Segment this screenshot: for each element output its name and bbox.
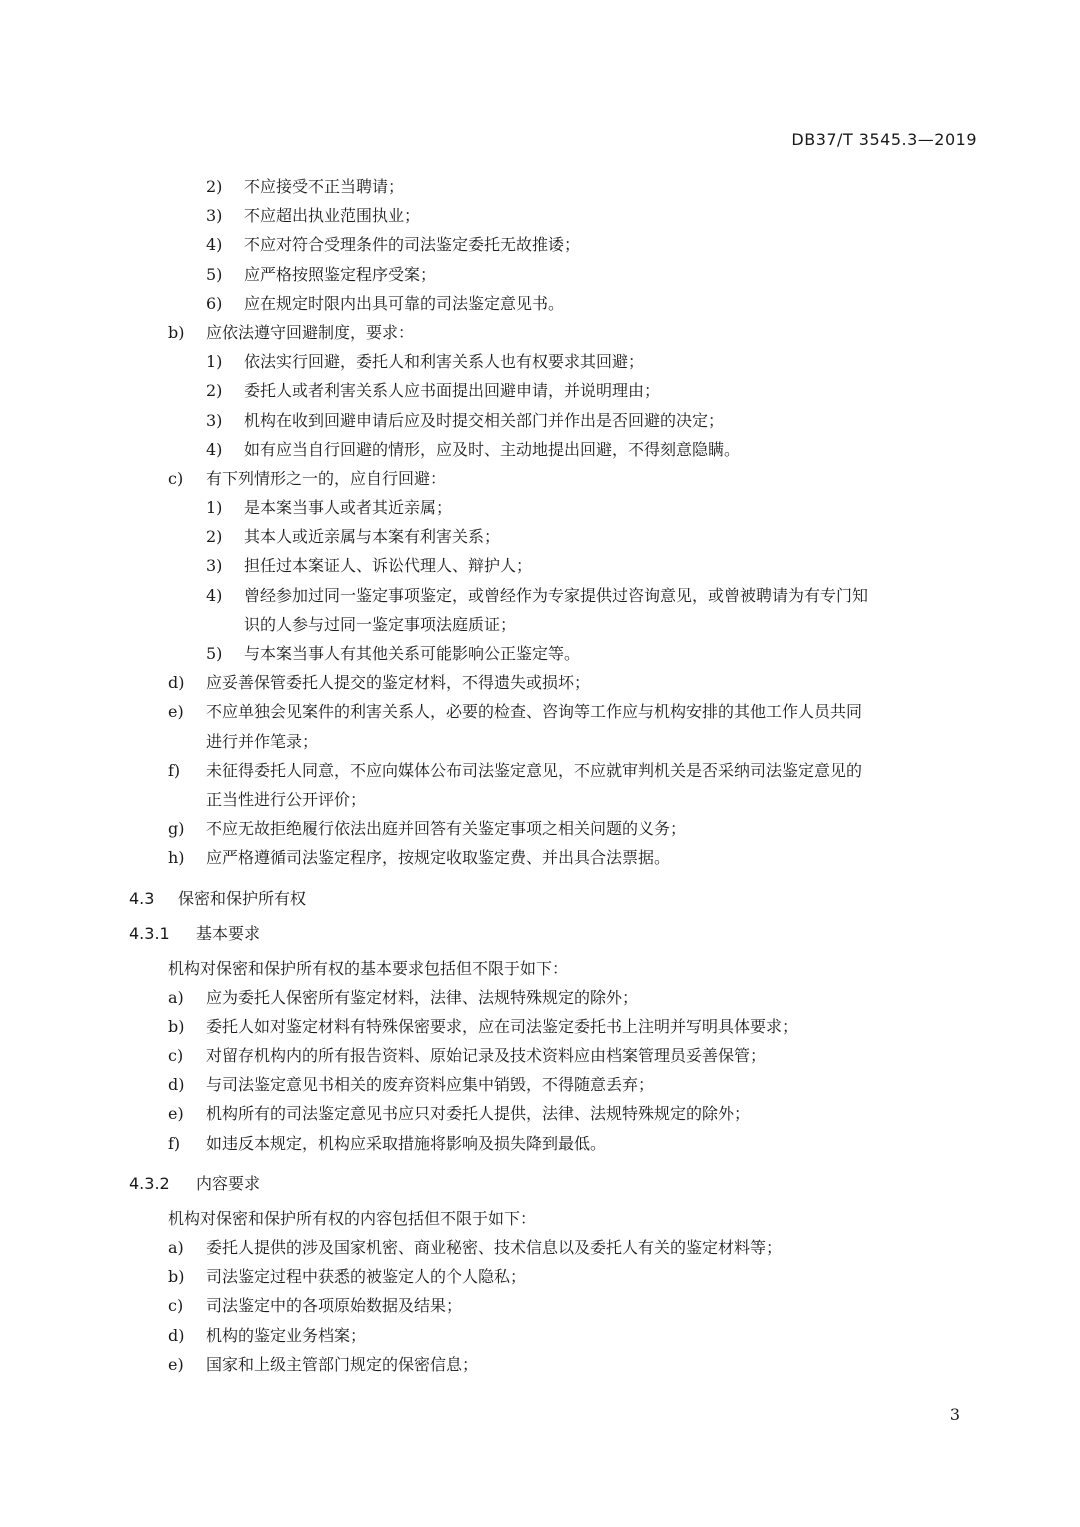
list-item: e) 国家和上级主管部门规定的保密信息； bbox=[168, 1354, 479, 1374]
section-heading-4-3-1: 4.3.1 基本要求 bbox=[129, 923, 261, 943]
page-number: 3 bbox=[949, 1405, 960, 1424]
list-item: c) 司法鉴定中的各项原始数据及结果； bbox=[168, 1296, 463, 1316]
section-intro: 机构对保密和保护所有权的内容包括但不限于如下： bbox=[168, 1208, 537, 1228]
list-item: d) 机构的鉴定业务档案； bbox=[168, 1325, 367, 1345]
list-item: b) 应依法遵守回避制度，要求： bbox=[168, 322, 415, 342]
list-item: 1) 是本案当事人或者其近亲属； bbox=[206, 498, 453, 518]
list-item: f) 未征得委托人同意，不应向媒体公布司法鉴定意见，不应就审判机关是否采纳司法鉴定意见的 bbox=[168, 760, 863, 780]
list-item: g) 不应无故拒绝履行依法出庭并回答有关鉴定事项之相关问题的义务； bbox=[168, 819, 687, 839]
list-item: 4) 曾经参加过同一鉴定事项鉴定，或曾经作为专家提供过咨询意见，或曾被聘请为有专门知 bbox=[206, 585, 869, 605]
list-item: 5) 应严格按照鉴定程序受案； bbox=[206, 264, 437, 284]
list-item: d) 应妥善保管委托人提交的鉴定材料，不得遗失或损坏； bbox=[168, 673, 591, 693]
list-item: a) 委托人提供的涉及国家机密、商业秘密、技术信息以及委托人有关的鉴定材料等； bbox=[168, 1238, 783, 1257]
list-item: b) 司法鉴定过程中获悉的被鉴定人的个人隐私； bbox=[168, 1267, 527, 1287]
list-item-continuation: 识的人参与过同一鉴定事项法庭质证； bbox=[244, 614, 517, 634]
list-item: 2) 其本人或近亲属与本案有利害关系； bbox=[206, 527, 501, 547]
section-heading-4-3: 4.3 保密和保护所有权 bbox=[129, 888, 307, 908]
list-item: 3) 担任过本案证人、诉讼代理人、辩护人； bbox=[206, 556, 533, 576]
list-item: b) 委托人如对鉴定材料有特殊保密要求，应在司法鉴定委托书上注明并写明具体要求； bbox=[168, 1016, 799, 1036]
list-item: e) 不应单独会见案件的利害关系人，必要的检查、咨询等工作应与机构安排的其他工作人员共同 bbox=[168, 702, 863, 722]
list-item: 1) 依法实行回避，委托人和利害关系人也有权要求其回避； bbox=[206, 352, 645, 372]
list-item: f) 如违反本规定，机构应采取措施将影响及损失降到最低。 bbox=[168, 1133, 607, 1153]
list-item: h) 应严格遵循司法鉴定程序，按规定收取鉴定费、并出具合法票据。 bbox=[168, 848, 671, 868]
list-item-continuation: 进行并作笔录； bbox=[206, 731, 319, 751]
list-item: 5) 与本案当事人有其他关系可能影响公正鉴定等。 bbox=[206, 644, 581, 663]
list-item: 2) 不应接受不正当聘请； bbox=[206, 177, 405, 196]
list-item: d) 与司法鉴定意见书相关的废弃资料应集中销毁，不得随意丢弃； bbox=[168, 1075, 655, 1095]
list-item: 4) 不应对符合受理条件的司法鉴定委托无故推诿； bbox=[206, 235, 581, 255]
list-item: a) 应为委托人保密所有鉴定材料，法律、法规特殊规定的除外； bbox=[168, 987, 639, 1007]
list-item: e) 机构所有的司法鉴定意见书应只对委托人提供，法律、法规特殊规定的除外； bbox=[168, 1104, 751, 1124]
list-item: 3) 机构在收到回避申请后应及时提交相关部门并作出是否回避的决定； bbox=[206, 410, 725, 430]
document-code: DB37/T 3545.3—2019 bbox=[791, 130, 977, 149]
list-item: 3) 不应超出执业范围执业； bbox=[206, 206, 421, 226]
document-body bbox=[0, 172, 1080, 1379]
list-item: c) 有下列情形之一的，应自行回避： bbox=[168, 468, 447, 488]
section-heading-4-3-2: 4.3.2 内容要求 bbox=[129, 1173, 261, 1193]
list-item: 6) 应在规定时限内出具可靠的司法鉴定意见书。 bbox=[206, 293, 565, 313]
section-intro: 机构对保密和保护所有权的基本要求包括但不限于如下： bbox=[168, 958, 569, 978]
list-item: c) 对留存机构内的所有报告资料、原始记录及技术资料应由档案管理员妥善保管； bbox=[168, 1046, 767, 1066]
list-item: 2) 委托人或者利害关系人应书面提出回避申请，并说明理由； bbox=[206, 381, 661, 401]
list-item-continuation: 正当性进行公开评价； bbox=[206, 789, 367, 809]
list-item: 4) 如有应当自行回避的情形，应及时、主动地提出回避，不得刻意隐瞒。 bbox=[206, 439, 741, 459]
